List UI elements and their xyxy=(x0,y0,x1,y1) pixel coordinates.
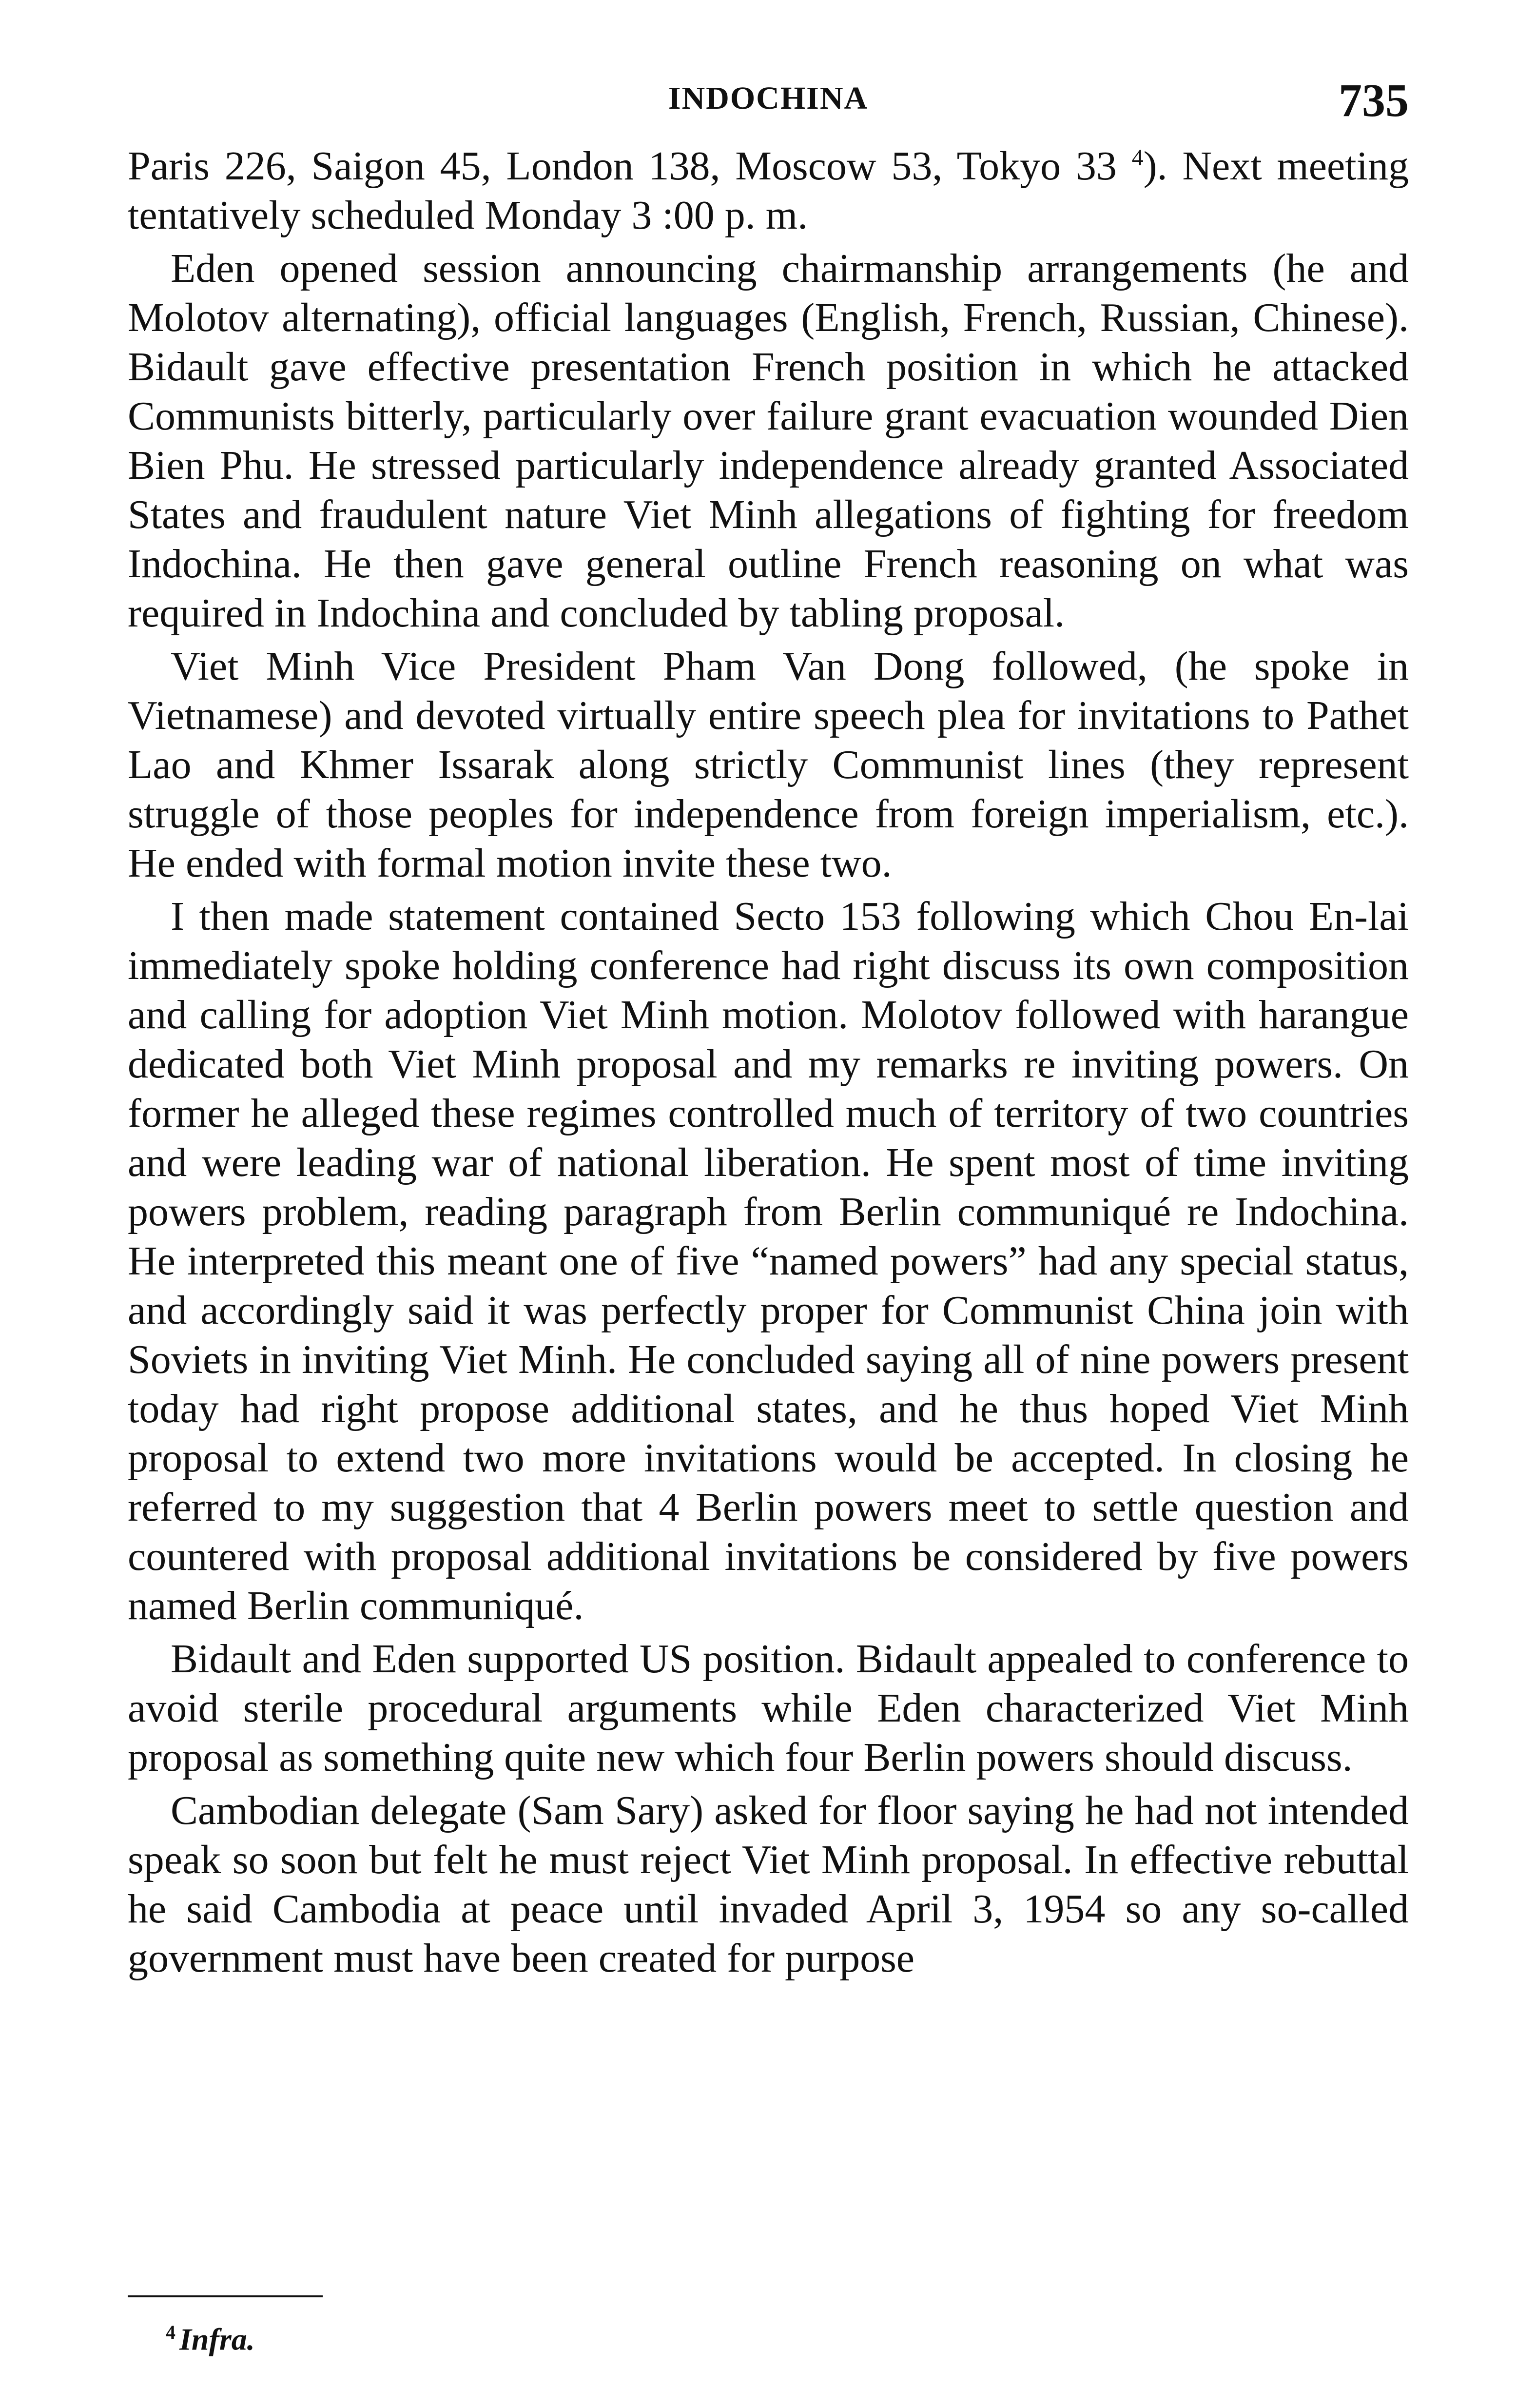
footnote-text: Infra. xyxy=(179,2322,255,2357)
footnote-reference: 4 xyxy=(1131,145,1144,171)
body-text xyxy=(128,141,1409,1987)
paragraph-3: Viet Minh Vice President Pham Van Dong followed, (he spoke in Vietnamese) and devoted virtually entire speech plea for invitations to Pathet Lao and Khmer Issarak along strictly Communist lines (they represent struggle of those peoples for independence from foreign imperialism, etc.). He ended with formal motion invite these two. xyxy=(128,644,1409,886)
paragraph-6: Cambodian delegate (Sam Sary) asked for floor saying he had not intended speak so soon but felt he must reject Viet Minh proposal. In effective rebuttal he said Cambodia at peace until invaded April 3, 1954 so any so-called government must have been created for purpose xyxy=(128,1788,1409,1981)
paragraph-1-text-cont: ). Next meeting tentatively scheduled Monday 3 :00 p. m. xyxy=(128,143,1409,238)
paragraph-5: Bidault and Eden supported US position. Bidault appealed to conference to avoid sterile procedural arguments while Eden characterized Viet Minh proposal as something quite new which four Berlin powers should discuss. xyxy=(128,1636,1409,1780)
running-title: INDOCHINA xyxy=(668,80,869,116)
paragraph-1 xyxy=(128,141,1409,240)
footnote-divider xyxy=(128,2295,323,2297)
page-number: 735 xyxy=(1339,74,1409,126)
paragraph-2: Eden opened session announcing chairmanship arrangements (he and Molotov alternating), official languages (English, French, Russian, Chinese). Bidault gave effective presentation French position in which he attacked Communists bitterly, particularly over failure grant evacuation wounded Dien Bien Phu. He stressed particularly independence already granted Associated States and fraudulent nature Viet Minh allegations of fighting for freedom Indochina. He then gave general outline French reasoning on what was required in Indochina and concluded by tabling proposal. xyxy=(128,246,1409,636)
running-head xyxy=(128,73,1409,127)
paragraph-4: I then made statement contained Secto 153 following which Chou En-lai immediately spoke holding conference had right discuss its own composition and calling for adoption Viet Minh motion. Molotov followed with harangue dedicated both Viet Minh proposal and my remarks re inviting powers. On former he alleged these regimes controlled much of territory of two countries and were leading war of national liberation. He spent most of time inviting powers problem, reading paragraph from Berlin communiqué re Indochina. He interpreted this meant one of five “named powers” had any special status, and accordingly said it was perfectly proper for Communist China join with Soviets in inviting Viet Minh. He concluded saying all of nine powers present today had right propose additional states, and he thus hoped Viet Minh proposal to extend two more invitations would be accepted. In closing he referred to my suggestion that 4 Berlin powers meet to settle question and countered with proposal additional invitations be considered by five powers named Berlin communiqué. xyxy=(128,894,1409,1628)
footnote-marker: 4 xyxy=(166,2321,175,2343)
footnote xyxy=(166,2321,255,2357)
paragraph-1-text: Paris 226, Saigon 45, London 138, Moscow 53, Tokyo 33 xyxy=(128,143,1132,189)
